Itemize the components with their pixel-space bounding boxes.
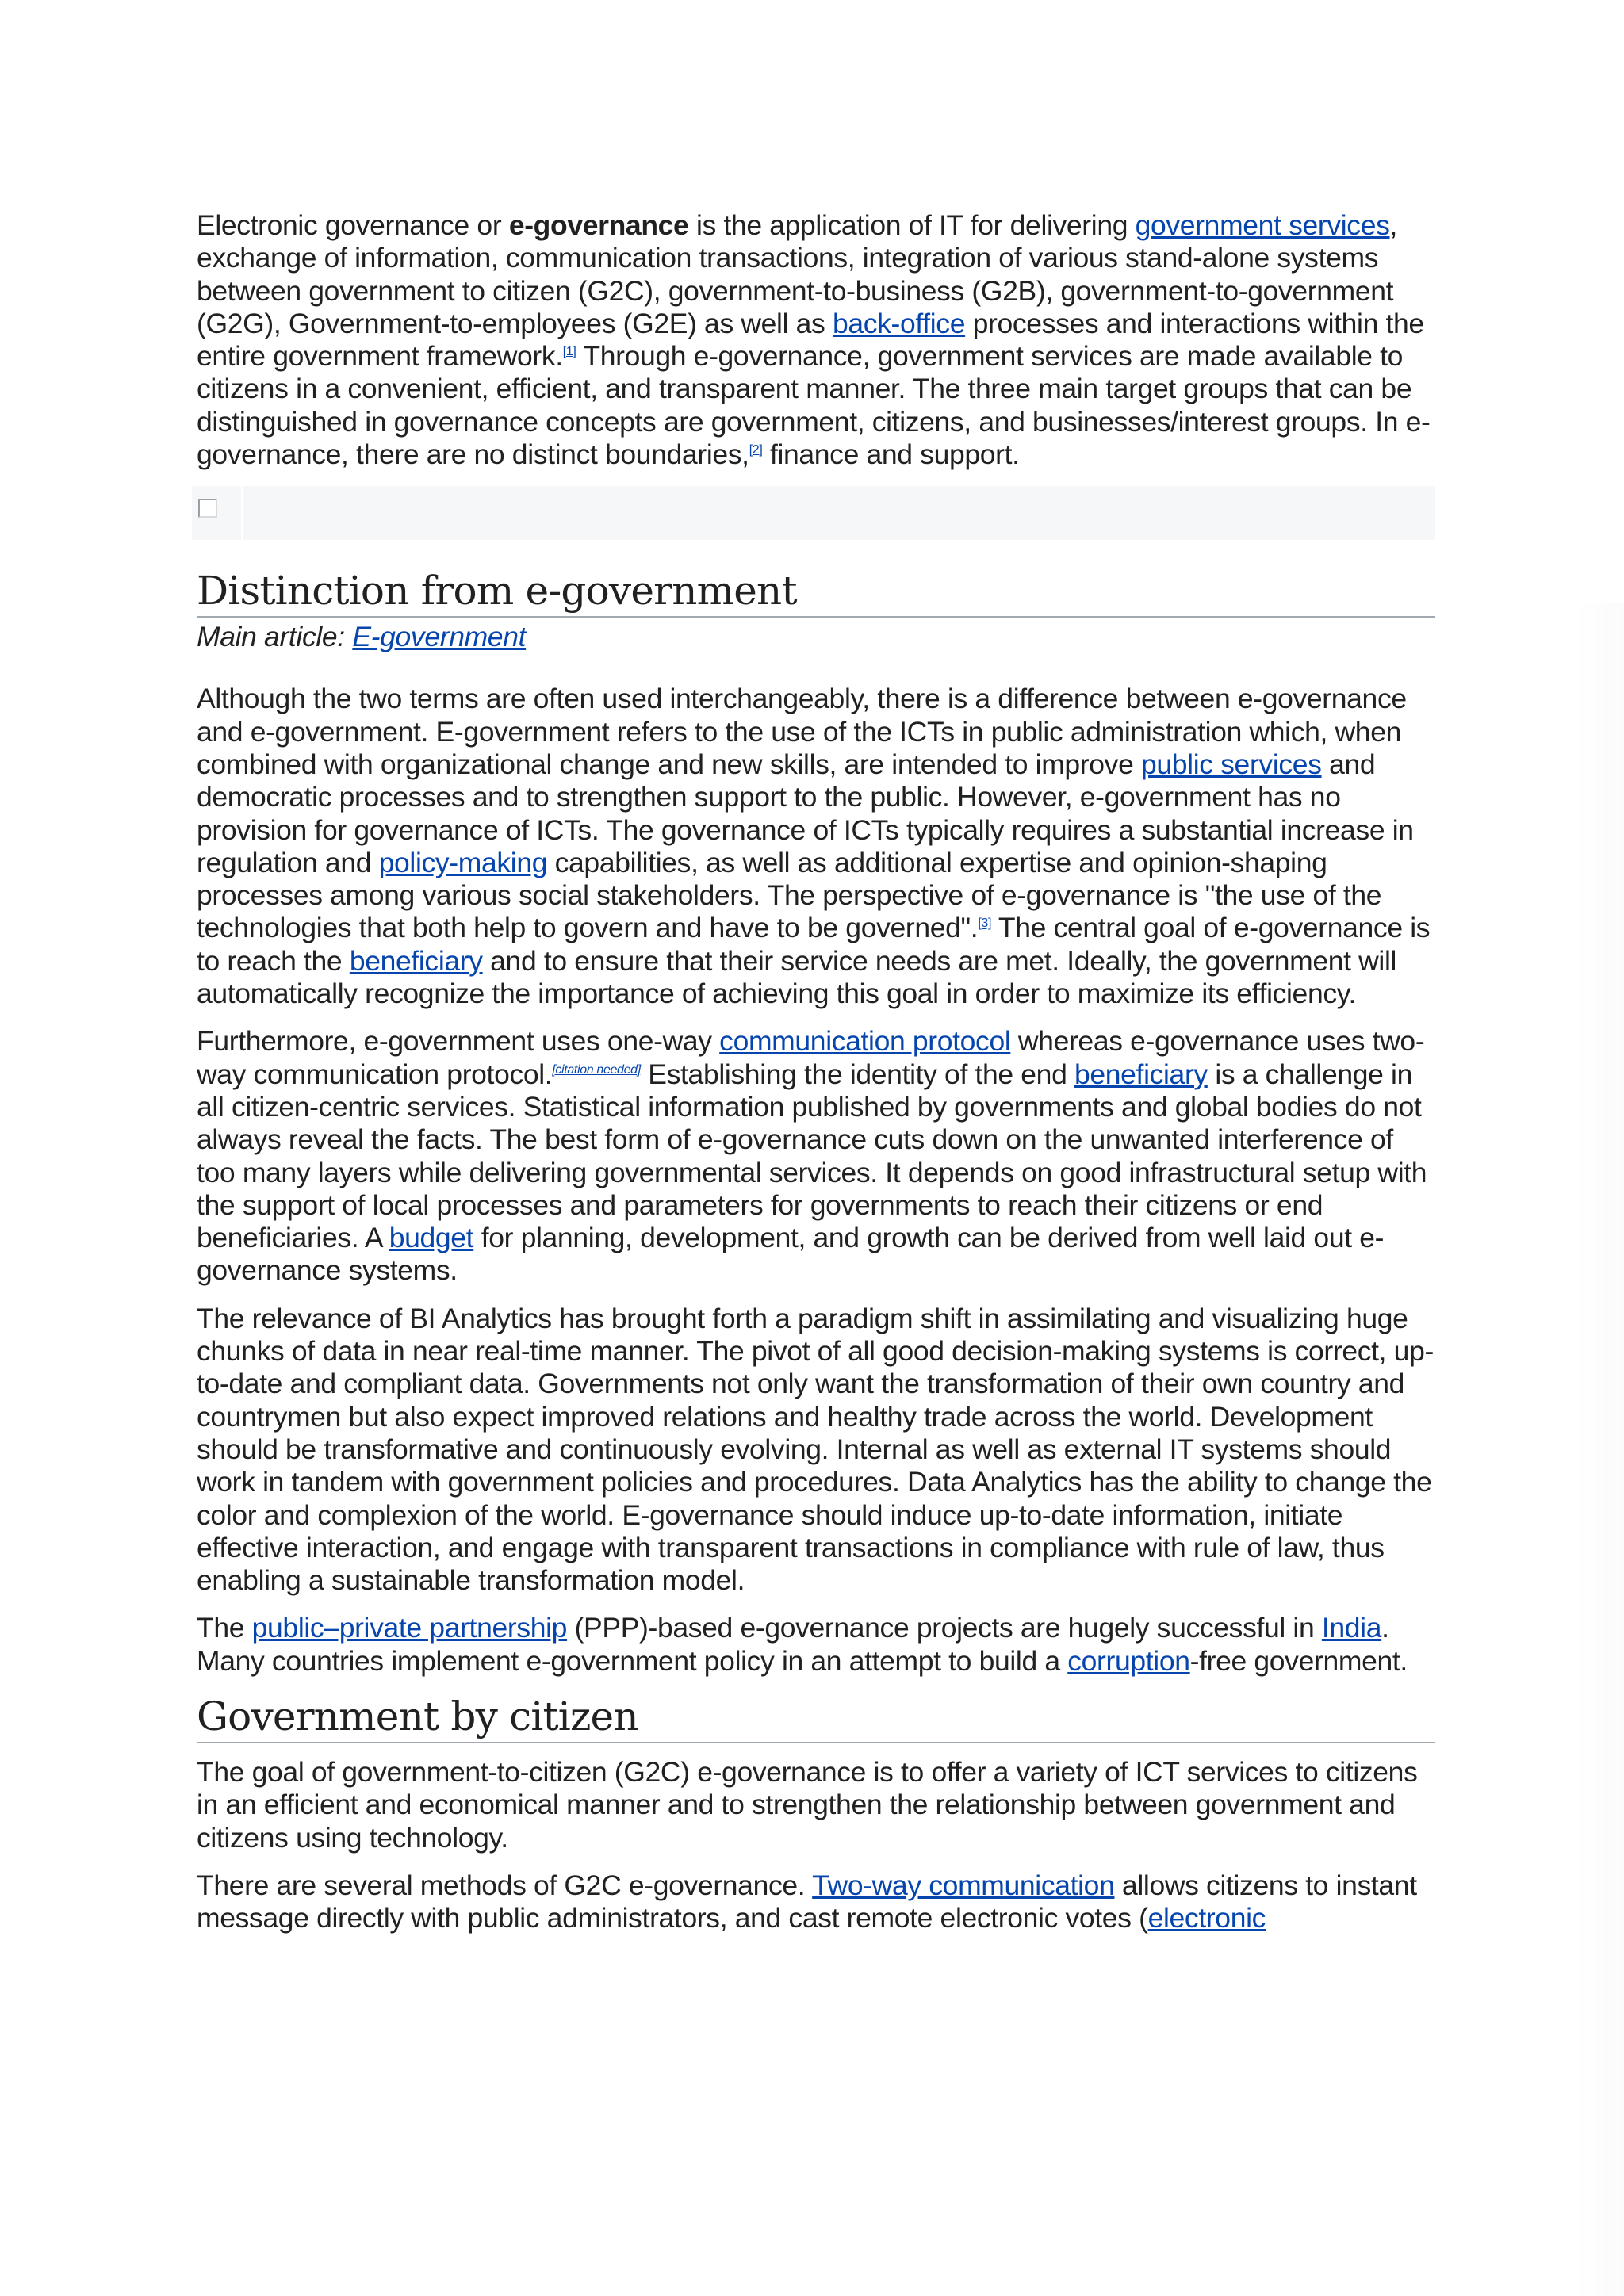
text-run: The central goal of e-governance is to reach the: [197, 912, 1431, 977]
text-run: is the application of IT for delivering: [688, 209, 1136, 241]
text-run: allows citizens to instant message directly with public administrators, and cast remote electronic votes (: [197, 1869, 1417, 1934]
link-two-way-communication[interactable]: Two-way communication: [812, 1869, 1115, 1901]
text-run: -free government.: [1189, 1644, 1408, 1677]
text-run: Electronic governance or: [197, 209, 509, 241]
text-run: There are several methods of G2C e-governance.: [197, 1869, 813, 1901]
reference-1[interactable]: [1]: [562, 345, 576, 359]
text-run: finance and support.: [762, 438, 1020, 471]
paragraph: [197, 1025, 1435, 1287]
reference-2[interactable]: [2]: [749, 443, 763, 457]
toc-toggle-checkbox[interactable]: [198, 499, 217, 518]
text-run: , exchange of information, communication transactions, integration of various stand-alone systems between government to citizen (G2C), government-to-business (G2B), government-to-government (G2G), Government-to-employees (G2E) as well as: [197, 209, 1398, 339]
page-edge-shading: [1575, 603, 1624, 2296]
reference-3[interactable]: [3]: [978, 916, 992, 931]
text-run: Furthermore, e-government uses one-way: [197, 1025, 720, 1058]
text-run: (PPP)-based e-governance projects are hugely successful in: [567, 1612, 1322, 1644]
article-body: [197, 209, 1435, 1950]
text-run: is a challenge in all citizen-centric services. Statistical information published by governments and global bodies do not always reveal the facts. The best form of e-governance cuts down on the unwanted interference of too many layers while delivering governmental services. It depends on good infrastructural setup with the support of local processes and parameters for governments to reach their citizens or end beneficiaries. A: [197, 1058, 1427, 1254]
text-run: . Many countries implement e-government policy in an attempt to build a: [197, 1612, 1389, 1677]
text-run: Although the two terms are often used interchangeably, there is a difference between e-governance and e-government. E-government refers to the use of the ICTs in public administration which, when combined with organizational change and new skills, are intended to improve: [197, 683, 1407, 780]
text-run: capabilities, as well as additional expertise and opinion-shaping processes among various social stakeholders. The perspective of e-governance is "the use of the technologies that both help to govern and have to be governed".: [197, 846, 1382, 944]
text-run: Establishing the identity of the end: [640, 1058, 1074, 1090]
link-beneficiary[interactable]: beneficiary: [1074, 1058, 1208, 1090]
intro-paragraph: [197, 209, 1435, 471]
link-communication-protocol[interactable]: communication protocol: [719, 1025, 1011, 1058]
bold-term: e-governance: [508, 209, 689, 241]
link-corruption[interactable]: corruption: [1067, 1644, 1190, 1677]
link-india[interactable]: India: [1321, 1612, 1382, 1644]
link-beneficiary[interactable]: beneficiary: [349, 944, 483, 977]
toc-divider: [241, 486, 243, 540]
link-public-services[interactable]: public services: [1140, 748, 1322, 780]
text-run: The: [197, 1612, 252, 1644]
paragraph: The relevance of BI Analytics has brought forth a paradigm shift in assimilating and visualizing huge chunks of data in near real-time manner. The pivot of all good decision-making systems is correct, up-to-date and compliant data. Governments not only want the transformation of their own country and countrymen but also expect improved relations and healthy trade across the world. Development should be transformative and continuously evolving. Internal as well as external IT systems should work in tandem with government policies and procedures. Data Analytics has the ability to change the color and complexion of the world. E-governance should induce up-to-date information, initiate effective interaction, and engage with transparent transactions in compliance with rule of law, thus enabling a sustainable transformation model.: [197, 1302, 1434, 1597]
text-run: whereas e-governance uses two-way communication protocol.: [197, 1025, 1425, 1090]
collapsed-contents-box: [192, 486, 1435, 540]
link-budget[interactable]: budget: [389, 1222, 474, 1254]
link-government-services[interactable]: government services: [1135, 209, 1390, 241]
paragraph: [197, 1612, 1435, 1678]
link-electronic-voting[interactable]: electronic: [1147, 1902, 1266, 1934]
paragraph: The goal of government-to-citizen (G2C) e-governance is to offer a variety of ICT services to citizens in an efficient and economical manner and to strengthen the relationship between government and citizens using technology.: [197, 1755, 1418, 1854]
link-policy-making[interactable]: policy-making: [378, 846, 548, 878]
section-heading-government-by-citizen: Government by citizen: [197, 1693, 1435, 1743]
hatnote: [197, 619, 1435, 654]
citation-needed[interactable]: [citation needed]: [552, 1062, 641, 1077]
paragraph: [197, 683, 1435, 1010]
hatnote-label: Main article:: [197, 621, 353, 653]
text-run: processes and interactions within the entire government framework.: [197, 307, 1424, 373]
text-run: Through e-governance, government services are made available to citizens in a convenient, efficient, and transparent manner. The three main target groups that can be distinguished in governance concepts are government, citizens, and businesses/interest groups. In e-governance, there are no distinct boundaries,: [197, 340, 1431, 471]
text-run: and democratic processes and to strengthen support to the public. However, e-government has no provision for governance of ICTs. The governance of ICTs typically requires a substantial increase in regulation and: [197, 748, 1414, 878]
link-e-government[interactable]: E-government: [352, 621, 527, 653]
paragraph: [197, 1869, 1435, 1935]
text-run: for planning, development, and growth can be derived from well laid out e-governance systems.: [197, 1222, 1385, 1287]
text-run: and to ensure that their service needs are met. Ideally, the government will automatically recognize the importance of achieving this goal in order to maximize its efficiency.: [197, 944, 1397, 1010]
section-heading-distinction: Distinction from e-government: [197, 567, 1435, 618]
link-back-office[interactable]: back-office: [832, 307, 966, 339]
link-public-private-partnership[interactable]: public–private partnership: [251, 1612, 568, 1644]
